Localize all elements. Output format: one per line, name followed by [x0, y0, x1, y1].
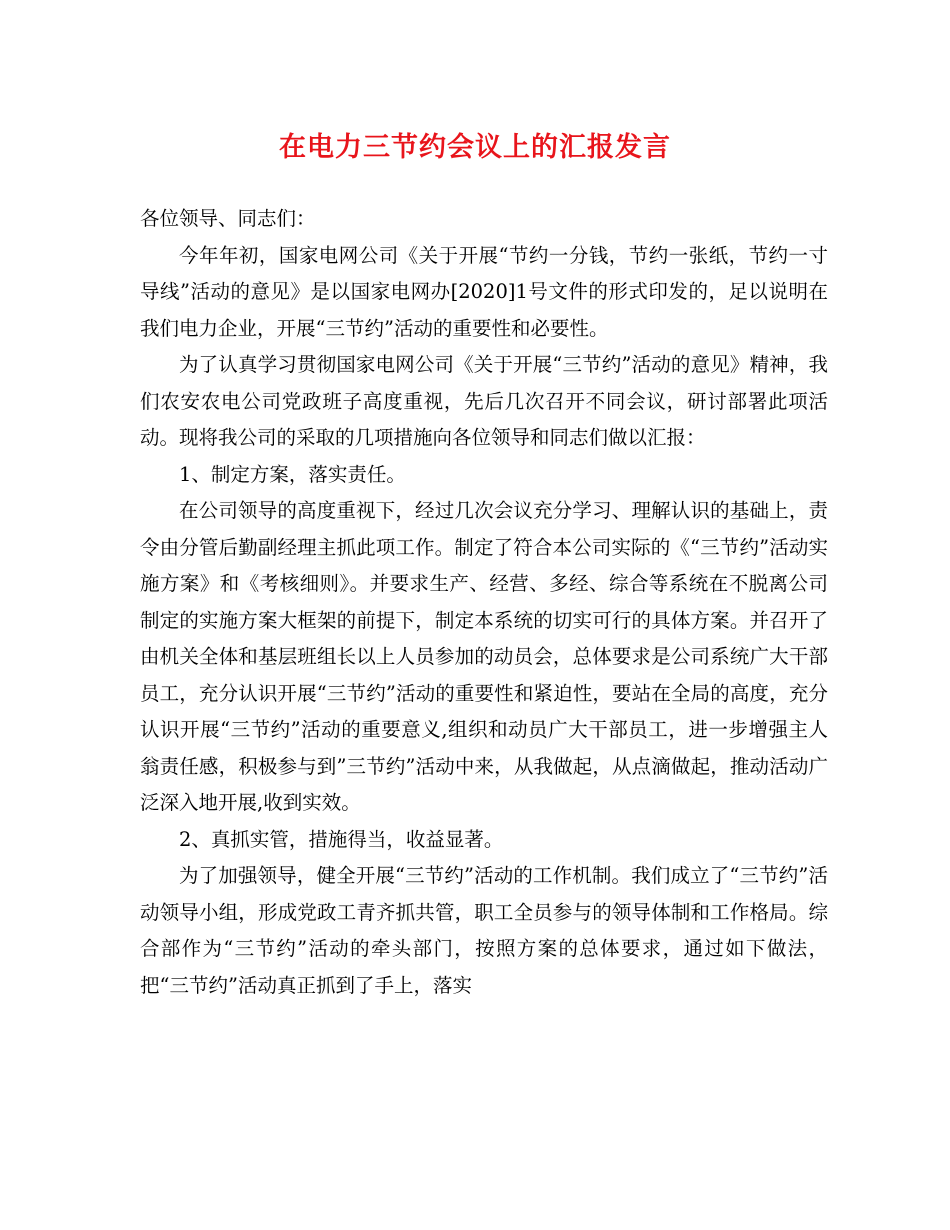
paragraph: 为了加强领导，健全开展“三节约”活动的工作机制。我们成立了“三节约”活动领导小组，形成党政工青齐抓共管，职工全员参与的领导体制和工作格局。综合部作为“三节约”活动的牵头部门，按照方案的总体要求，通过如下做法，把“三节约”活动真正抓到了手上，落实 — [140, 864, 828, 997]
paragraph: 在公司领导的高度重视下，经过几次会议充分学习、理解认识的基础上，责令由分管后勤副经理主抓此项工作。制定了符合本公司实际的《“三节约”活动实施方案》和《考核细则》。并要求生产、经营、多经、综合等系统在不脱离公司制定的实施方案大框架的前提下，制定本系统的切实可行的具体方案。并召开了由机关全体和基层班组长以上人员参加的动员会，总体要求是公司系统广大干部员工，充分认识开展“三节约”活动的重要性和紧迫性，要站在全局的高度，充分认识开展“三节约”活动的重要意义,组织和动员广大干部员工，进一步增强主人翁责任感，积极参与到”三节约”活动中来，从我做起，从点滴做起，推动活动广泛深入地开展,收到实效。 — [140, 499, 828, 814]
document-title: 在电力三节约会议上的汇报发言 — [279, 132, 671, 163]
paragraph: 为了认真学习贯彻国家电网公司《关于开展“三节约”活动的意见》精神，我们农安农电公司党政班子高度重视，先后几次召开不同会议，研讨部署此项活动。现将我公司的采取的几项措施向各位领导和同志们做以汇报： — [140, 353, 828, 449]
paragraph: 今年年初，国家电网公司《关于开展“节约一分钱，节约一张纸，节约一寸导线”活动的意见》是以国家电网办[2020]1号文件的形式印发的，足以说明在我们电力企业，开展“三节约”活动的重要性和必要性。 — [140, 243, 828, 340]
document-body — [140, 201, 828, 1004]
salutation: 各位领导、同志们： — [140, 207, 316, 230]
section-heading: 1、制定方案，落实责任。 — [179, 462, 406, 486]
section-heading: 2、真抓实管，措施得当，收益显著。 — [179, 827, 504, 851]
